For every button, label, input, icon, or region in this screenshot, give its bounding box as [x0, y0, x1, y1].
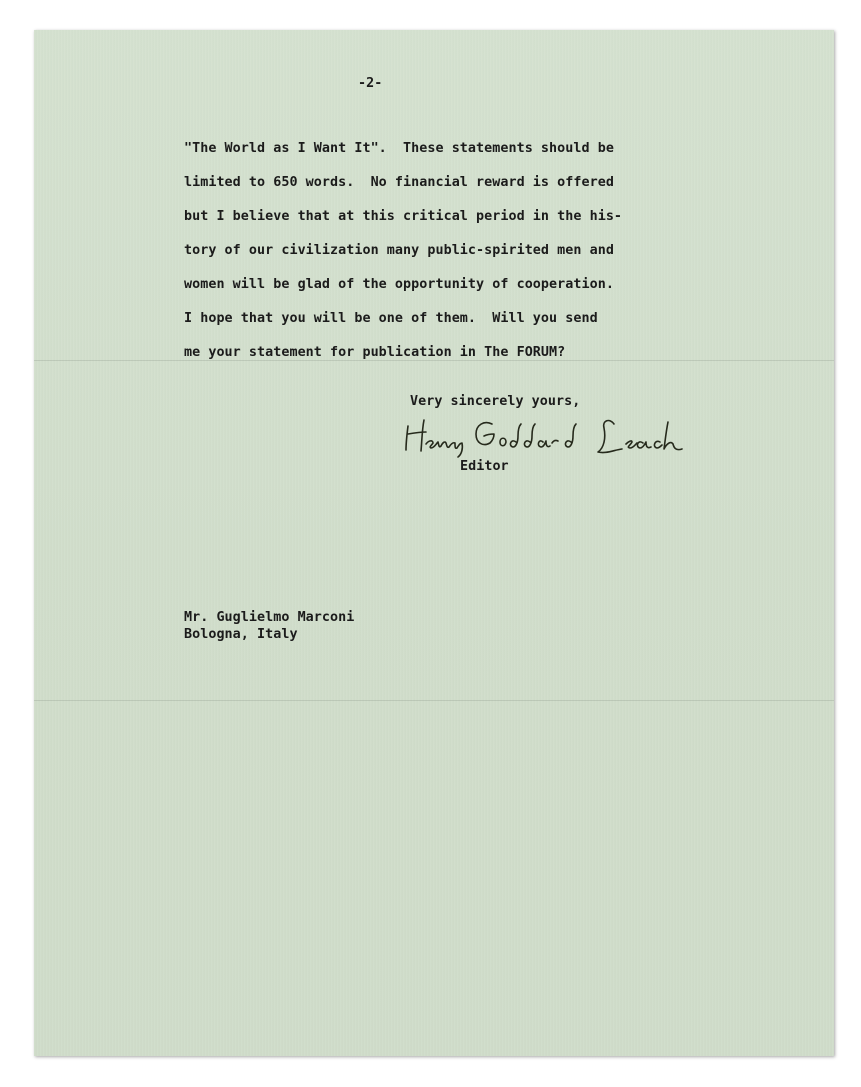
body-line: women will be glad of the opportunity of cooperation.	[184, 277, 614, 292]
signer-title: Editor	[460, 459, 509, 474]
page-number: -2-	[358, 76, 383, 91]
closing: Very sincerely yours,	[410, 394, 581, 409]
paper-fold-line	[34, 700, 834, 701]
body-line: "The World as I Want It". These statements should be	[184, 141, 614, 156]
recipient-name: Mr. Guglielmo Marconi	[184, 610, 355, 625]
body-line: I hope that you will be one of them. Will you send	[184, 311, 598, 326]
body-line: me your statement for publication in The FORUM?	[184, 345, 566, 360]
body-line: tory of our civilization many public-spirited men and	[184, 243, 614, 258]
paper-fold-line	[34, 360, 834, 361]
body-line: limited to 650 words. No financial reward is offered	[184, 175, 614, 190]
handwritten-signature	[400, 410, 692, 460]
recipient-address: Bologna, Italy	[184, 627, 298, 642]
body-line: but I believe that at this critical period in the his-	[184, 209, 623, 224]
